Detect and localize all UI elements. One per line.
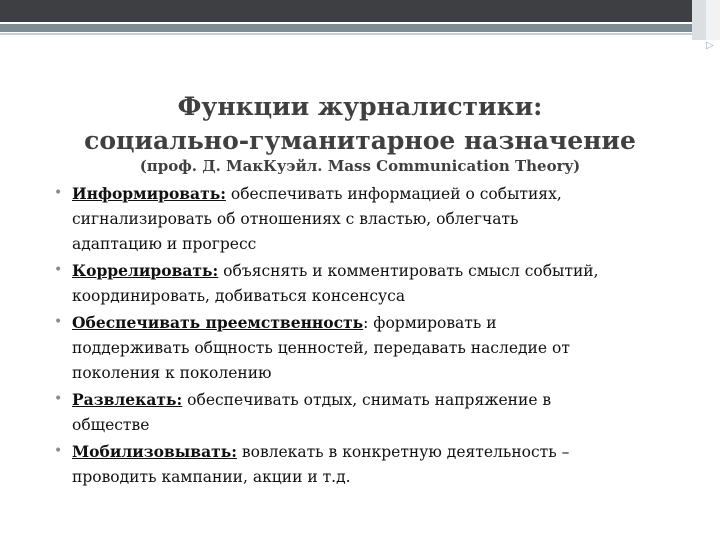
item-term: Мобилизовывать: xyxy=(72,442,237,461)
functions-list xyxy=(52,181,692,491)
bullet-icon: • xyxy=(54,185,63,201)
list-item xyxy=(52,258,692,309)
list-item xyxy=(52,439,692,490)
item-term: Развлекать: xyxy=(72,390,183,409)
title-line-2: социально-гуманитарное назначение xyxy=(84,126,636,155)
bullet-icon: • xyxy=(54,443,63,459)
top-accent-band xyxy=(0,24,720,32)
slide-title xyxy=(0,90,720,158)
bullet-icon: • xyxy=(54,391,63,407)
item-description: обеспечивать отдых, снимать напряжение в обществе xyxy=(72,391,552,434)
corner-decoration xyxy=(692,0,720,40)
slide-subtitle: (проф. Д. МакКуэйл. Mass Communication Theory) xyxy=(139,157,581,175)
item-term: Информировать: xyxy=(72,184,226,203)
bullet-icon: • xyxy=(54,314,63,330)
triangle-marker-icon: ▷ xyxy=(706,40,714,51)
item-term: Коррелировать: xyxy=(72,261,219,280)
item-description: вовлекать в конкретную деятельность – проводить кампании, акции и т.д. xyxy=(72,443,570,486)
list-item xyxy=(52,387,692,438)
top-dark-band xyxy=(0,0,720,22)
bullet-icon: • xyxy=(54,262,63,278)
list-item xyxy=(52,181,692,257)
item-term: Обеспечивать преемственность xyxy=(72,313,364,332)
item-description: объяснять и комментировать смысл событий, координировать, добиваться консенсуса xyxy=(72,262,599,305)
list-item xyxy=(52,310,692,386)
title-line-1: Функции журналистики: xyxy=(177,92,543,121)
item-description: обеспечивать информацией о событиях, сигнализировать об отношениях с властью, облегчать адаптацию и прогресс xyxy=(72,185,562,253)
top-thin-rule xyxy=(0,33,720,35)
item-description: : формировать и поддерживать общность ценностей, передавать наследие от поколения к поколению xyxy=(72,314,570,382)
